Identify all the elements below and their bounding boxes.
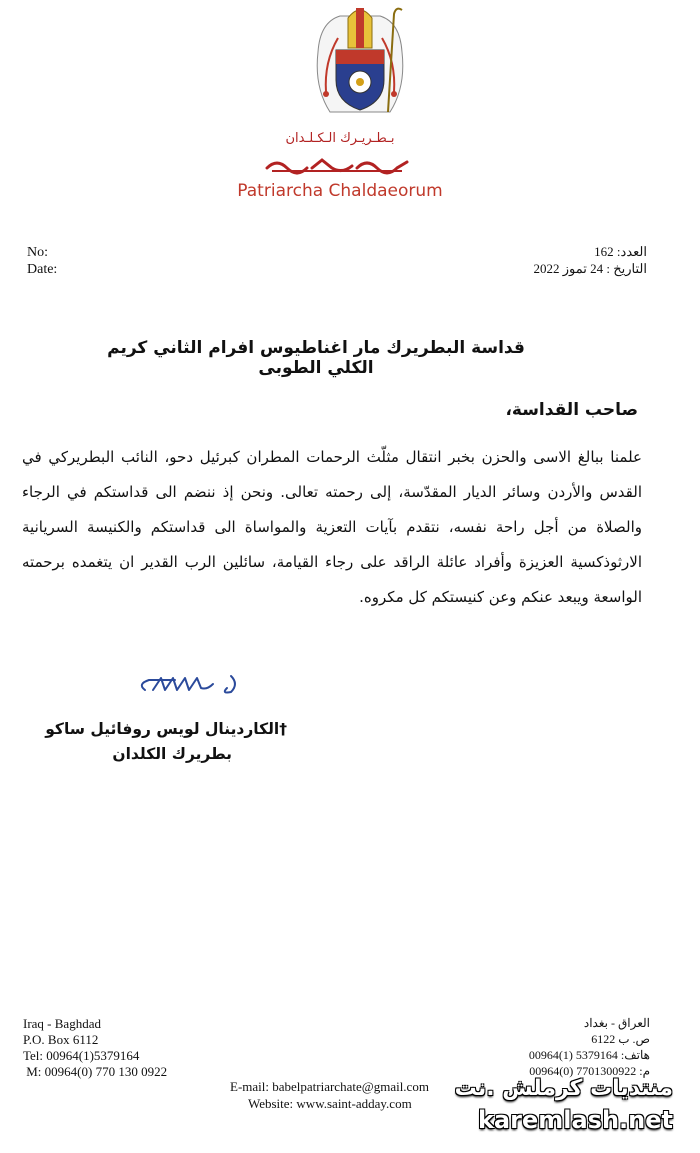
- footer-address-line: P.O. Box 6112: [23, 1032, 99, 1047]
- footer-address-line: M: 00964(0) 770 130 0922: [23, 1064, 168, 1079]
- handwritten-signature: [135, 670, 250, 698]
- footer-address-line: Tel: 00964(1)5379164: [23, 1048, 140, 1063]
- footer-arabic-line: م: 7701300922 (0)00964: [529, 1064, 650, 1078]
- signer-name: †الكاردينال لويس روفائيل ساكو: [45, 720, 287, 738]
- signer-title: بطريرك الكلدان: [112, 745, 232, 763]
- patriarch-arabic-title: بـطـريـرك الـكـلـدان: [285, 131, 395, 146]
- arabic-number: العدد: 162: [594, 244, 647, 259]
- arabic-date: التاريخ : 24 تموز 2022: [533, 261, 647, 276]
- date-label: Date:: [27, 262, 58, 277]
- footer-address-line: Iraq - Baghdad: [23, 1016, 101, 1031]
- footer-website: Website: www.saint-adday.com: [248, 1096, 412, 1111]
- patriarch-latin-title: Patriarcha Chaldaeorum: [237, 181, 443, 201]
- syriac-script-title: [262, 154, 412, 176]
- footer-email: E-mail: babelpatriarchate@gmail.com: [230, 1079, 429, 1094]
- salutation: صاحب القداسة،: [505, 400, 638, 420]
- footer-arabic-line: هاتف: 5379164 (1)00964: [528, 1048, 650, 1062]
- letter-subject: قداسة البطريرك مار اغناطيوس افرام الثاني كريم الكلي الطوبى: [107, 338, 525, 378]
- footer-arabic-line: ص. ب 6122: [591, 1032, 650, 1046]
- watermark-english: karemlash.net: [477, 1106, 673, 1134]
- footer-arabic-line: العراق - بغداد: [583, 1016, 650, 1030]
- watermark-arabic: منتديات كرملش .نت: [454, 1076, 673, 1101]
- number-label: No:: [27, 245, 48, 260]
- letter-body: علمنا ببالغ الاسى والحزن بخبر انتقال مثلّث الرحمات المطران كبرئيل دحو، النائب البطريركي في القدس والأردن وسائر الديار المقدّسة، إلى رحمته تعالى. ونحن إذ ننضم الى قداستكم في الرجاء والصلاة من أجل راحة نفسه، نتقدم بآيات التعزية والمواساة الى قداستكم والكنيسة السريانية الارثوذكسية العزيزة وأفراد عائلة الراقد على رجاء القيامة، سائلين الرب القدير ان يتغمده برحمته الواسعة ويبعد عنكم وعن كنيستكم كل مكروه.: [22, 448, 642, 606]
- patriarchal-crest-logo: [310, 2, 410, 118]
